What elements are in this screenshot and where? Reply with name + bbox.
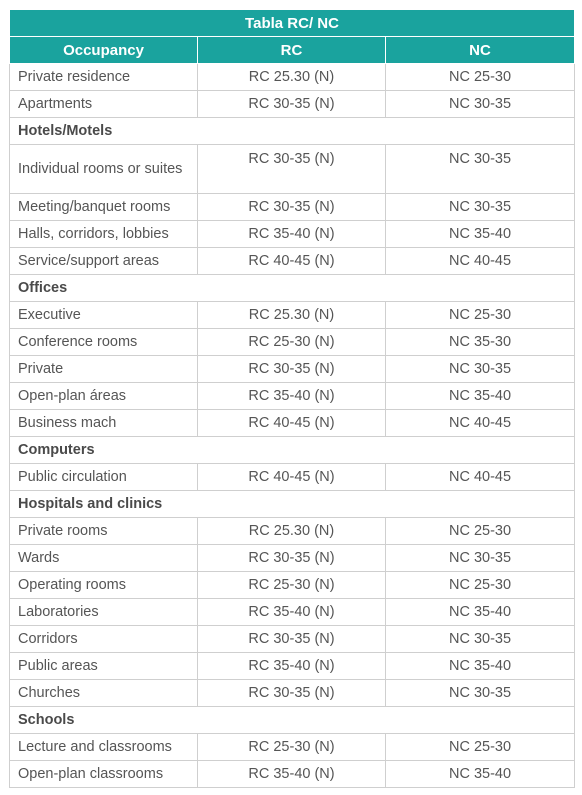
table-row [10,145,575,194]
rc-cell: RC 30-35 (N) [198,680,386,707]
table-row [10,464,575,491]
section-row [10,707,575,734]
column-header-occupancy: Occupancy [10,37,198,64]
table-row [10,761,575,788]
rc-cell: RC 30-35 (N) [198,626,386,653]
table-row [10,518,575,545]
nc-cell: NC 25-30 [386,572,575,599]
section-heading: Hotels/Motels [10,118,575,145]
nc-cell: NC 30-35 [386,545,575,572]
occupancy-cell: Private [10,356,198,383]
section-heading: Schools [10,707,575,734]
rc-cell: RC 25-30 (N) [198,734,386,761]
nc-cell: NC 40-45 [386,464,575,491]
table-row [10,329,575,356]
rc-cell: RC 25-30 (N) [198,572,386,599]
nc-cell: NC 35-40 [386,383,575,410]
section-row [10,118,575,145]
rc-cell: RC 40-45 (N) [198,248,386,275]
rc-cell: RC 25-30 (N) [198,329,386,356]
table-row [10,302,575,329]
rc-cell: RC 30-35 (N) [198,356,386,383]
column-header-rc: RC [198,37,386,64]
table-row [10,91,575,118]
column-header-nc: NC [386,37,575,64]
nc-cell: NC 25-30 [386,302,575,329]
nc-cell: NC 25-30 [386,518,575,545]
occupancy-cell: Meeting/banquet rooms [10,194,198,221]
rc-cell: RC 35-40 (N) [198,383,386,410]
rc-cell: RC 30-35 (N) [198,145,386,194]
section-row [10,275,575,302]
occupancy-cell: Open-plan classrooms [10,761,198,788]
table-header-row [10,37,575,64]
nc-cell: NC 35-40 [386,761,575,788]
occupancy-cell: Open-plan áreas [10,383,198,410]
table-row [10,734,575,761]
rc-cell: RC 30-35 (N) [198,194,386,221]
occupancy-cell: Operating rooms [10,572,198,599]
table-row [10,356,575,383]
table-row [10,221,575,248]
occupancy-cell: Wards [10,545,198,572]
nc-cell: NC 30-35 [386,145,575,194]
table-title-row [10,10,575,37]
rc-cell: RC 25.30 (N) [198,518,386,545]
section-heading: Offices [10,275,575,302]
occupancy-cell: Laboratories [10,599,198,626]
nc-cell: NC 40-45 [386,410,575,437]
table-row [10,599,575,626]
table-row [10,383,575,410]
section-row [10,491,575,518]
occupancy-cell: Private residence [10,64,198,91]
nc-cell: NC 30-35 [386,356,575,383]
occupancy-cell: Executive [10,302,198,329]
rc-cell: RC 35-40 (N) [198,599,386,626]
section-heading: Computers [10,437,575,464]
nc-cell: NC 35-30 [386,329,575,356]
table-row [10,572,575,599]
occupancy-cell: Lecture and classrooms [10,734,198,761]
table-row [10,545,575,572]
table-row [10,194,575,221]
table-row [10,410,575,437]
occupancy-cell: Individual rooms or suites [10,145,198,194]
table-row [10,653,575,680]
occupancy-cell: Business mach [10,410,198,437]
nc-cell: NC 35-40 [386,221,575,248]
rc-cell: RC 40-45 (N) [198,410,386,437]
nc-cell: NC 30-35 [386,680,575,707]
occupancy-cell: Halls, corridors, lobbies [10,221,198,248]
nc-cell: NC 30-35 [386,626,575,653]
occupancy-cell: Churches [10,680,198,707]
rc-cell: RC 30-35 (N) [198,91,386,118]
section-heading: Hospitals and clinics [10,491,575,518]
rc-nc-table [9,9,575,788]
nc-cell: NC 35-40 [386,599,575,626]
table-row [10,64,575,91]
rc-cell: RC 25.30 (N) [198,64,386,91]
rc-cell: RC 40-45 (N) [198,464,386,491]
nc-cell: NC 25-30 [386,64,575,91]
table-row [10,680,575,707]
rc-nc-table-container [9,9,574,788]
nc-cell: NC 30-35 [386,91,575,118]
occupancy-cell: Corridors [10,626,198,653]
occupancy-cell: Apartments [10,91,198,118]
nc-cell: NC 25-30 [386,734,575,761]
table-row [10,626,575,653]
occupancy-cell: Service/support areas [10,248,198,275]
table-row [10,248,575,275]
nc-cell: NC 40-45 [386,248,575,275]
occupancy-cell: Conference rooms [10,329,198,356]
occupancy-cell: Private rooms [10,518,198,545]
occupancy-cell: Public areas [10,653,198,680]
rc-cell: RC 25.30 (N) [198,302,386,329]
rc-cell: RC 35-40 (N) [198,761,386,788]
rc-cell: RC 30-35 (N) [198,545,386,572]
rc-cell: RC 35-40 (N) [198,653,386,680]
table-body [10,64,575,788]
nc-cell: NC 35-40 [386,653,575,680]
occupancy-cell: Public circulation [10,464,198,491]
rc-cell: RC 35-40 (N) [198,221,386,248]
nc-cell: NC 30-35 [386,194,575,221]
section-row [10,437,575,464]
table-title: Tabla RC/ NC [10,10,575,37]
